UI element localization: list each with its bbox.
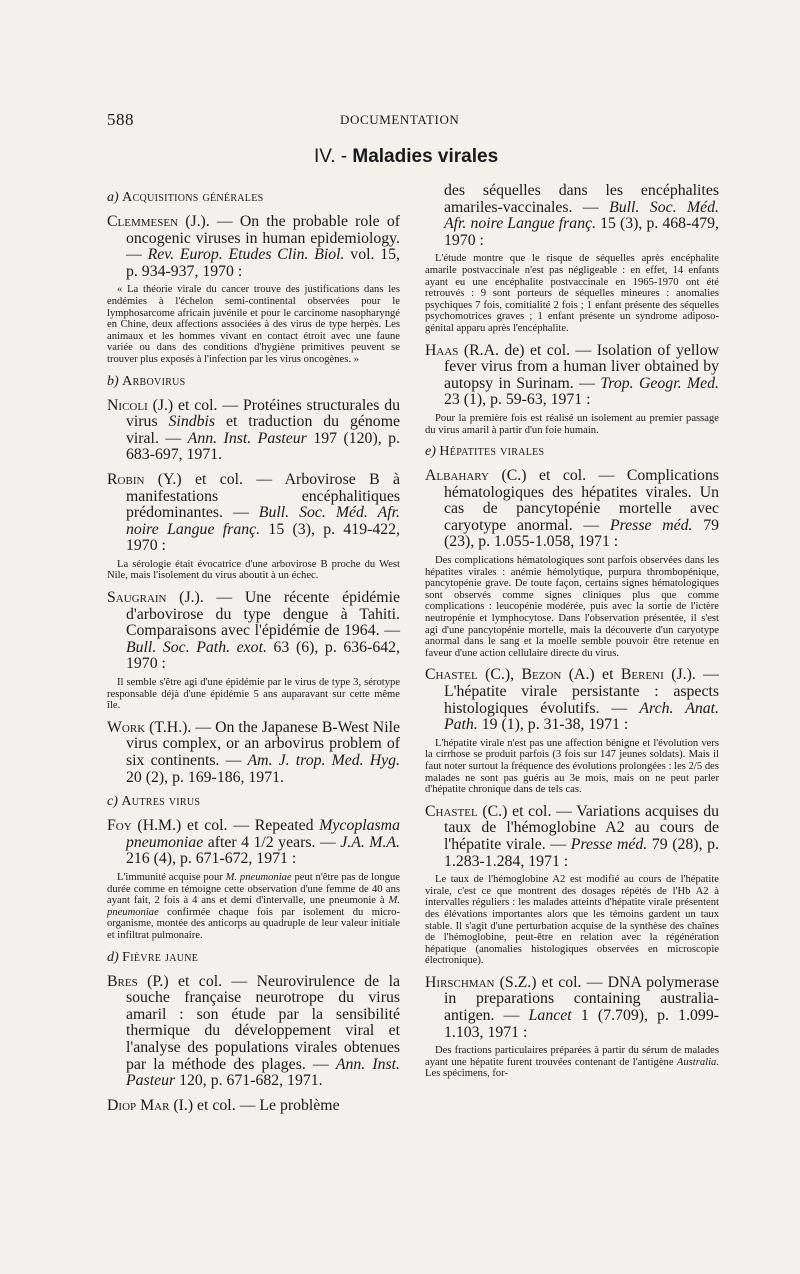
- subsection-heading-a: a) Acquisitions générales: [107, 190, 264, 205]
- bibliography-entry-albahary: [425, 468, 719, 659]
- section-title-bold: Maladies virales: [352, 146, 499, 167]
- bibliography-entry-bres: [107, 974, 400, 1090]
- reference: Chastel (C.), Bezon (A.) et Bereni (J.). — L'hépatite virale persistante : aspects histologiques évolutifs. — Arch. Anat. Path. 19 (1), p. 31-38, 1971 :: [425, 666, 719, 734]
- bibliography-entry-chastel-bezon-bereni: [425, 667, 719, 795]
- reference: Robin (Y.) et col. — Arbovirose B à manifestations encéphalitiques prédominantes. — Bull. Soc. Méd. Afr. noire Langue franç. 15 (3), p. 419-422, 1970 :: [107, 470, 400, 555]
- reference: Chastel (C.) et col. — Variations acquises du taux de l'hémoglobine A2 au cours de l'hépatite virale. — Presse méd. 79 (28), p. 1.283-1.284, 1971 :: [425, 802, 719, 870]
- bibliography-entry-diop-continued: [425, 183, 719, 335]
- abstract: La sérologie était évocatrice d'une arbovirose B proche du West Nile, mais l'isolement du virus aboutit à un échec.: [107, 558, 400, 582]
- abstract: Des complications hématologiques sont parfois observées dans les hépatites virales : anémie hémolytique, purpura thrombopénique, pancytopénie grave. De toute façon, certains signes hématologiques sont observés comme signes cliniques plus que comme complications : leucopénie modérée, puis avec la sortie de l'ictère neutropénie et lymphocytose. Dans l'observation présentée, il s'est agi d'une pancytopénie mortelle, mais la découverte d'un caryotype anormal dans le sang et la moelle semble pouvoir être retenue en faveur d'une action cellulaire directe du virus.: [425, 555, 719, 659]
- reference: Albahary (C.) et col. — Complications hématologiques des hépatites virales. Un cas de pancytopénie mortelle avec caryotype anormal. — Presse méd. 79 (23), p. 1.055-1.058, 1971 :: [425, 467, 720, 551]
- reference: Saugrain (J.). — Une récente épidémie d'arbovirose du type dengue à Tahiti. Comparaisons avec l'épidémie de 1964. — Bull. Soc. Path. exot. 63 (6), p. 636-642, 1970 :: [107, 589, 400, 673]
- bibliography-entry-saugrain: [107, 590, 400, 712]
- reference: Nicoli (J.) et col. — Protéines structurales du virus Sindbis et traduction du génome viral. — Ann. Inst. Pasteur 197 (120), p. 683-697, 1971.: [107, 396, 401, 464]
- abstract: Il semble s'être agi d'une épidémie par le virus de type 3, sérotype responsable déjà d'une épidémie 5 ans auparavant sur cette même île.: [107, 677, 400, 712]
- bibliography-entry-robin: [107, 472, 400, 582]
- subsection-heading-c: c) Autres virus: [107, 794, 201, 810]
- reference: Clemmesen (J.). — On the probable role of oncogenic viruses in human epidemiology. — Rev. Europ. Etudes Clin. Biol. vol. 15, p. 934-937, 1970 :: [107, 213, 400, 280]
- reference: Bres (P.) et col. — Neurovirulence de la souche française neurotrope du virus amaril : son étude par la sensibilité thermique du développement viral et l'analyse des populations virales obtenues par la méthode des plages. — Ann. Inst. Pasteur 120, p. 671-682, 1971.: [107, 972, 400, 1090]
- reference: des séquelles dans les encéphalites amariles-vaccinales. — Bull. Soc. Méd. Afr. noire Langue franç. 15 (3), p. 468-479, 1970 :: [444, 182, 719, 249]
- reference: Hirschman (S.Z.) et col. — DNA polymerase in preparations containing australia-antigen. — Lancet 1 (7.709), p. 1.099-1.103, 1971 :: [425, 973, 719, 1041]
- reference: Work (T.H.). — On the Japanese B-West Nile virus complex, or an arbovirus problem of six continents. — Am. J. trop. Med. Hyg. 20 (2), p. 169-186, 1971.: [107, 718, 400, 786]
- reference: Haas (R.A. de) et col. — Isolation of yellow fever virus from a human liver obtained by autopsy in Surinam. — Trop. Geogr. Med. 23 (1), p. 59-63, 1971 :: [425, 341, 719, 409]
- abstract: L'étude montre que le risque de séquelles après encéphalite amarile postvaccinale n'est pas négligeable : en effet, 14 enfants ayant eu une encéphalite postvaccinale en 1965-1970 ont été retrouvés : 9 sont porteurs de séquelles mineures : anomalies psychiques 7 fois, comitialité 2 fois ; 1 enfant présente des séquelles psychomotrices graves ; 1 enfant présente un syndrome adiposo-génital apparu après l'encéphalite.: [425, 253, 719, 334]
- bibliography-entry-foy: [107, 818, 400, 941]
- page-number: 588: [107, 110, 134, 129]
- abstract: L'immunité acquise pour M. pneumoniae peut n'être pas de longue durée comme en témoigne cette observation d'une femme de 40 ans ayant fait, 2 fois à 4 ans et demi d'intervalle, une pneumonie à M. pneumoniae confirmée chaque fois par isolement du micro-organisme, montée des anticorps au quadruple de leur valeur initiale et infiltrat pulmonaire.: [107, 871, 400, 941]
- bibliography-entry-clemmesen: [107, 214, 400, 366]
- section-title: [314, 146, 498, 168]
- abstract: Des fractions particulaires préparées à partir du sérum de malades ayant une hépatite furent trouvées contenant de l'antigène Australia. Les spécimens, for-: [425, 1045, 719, 1080]
- abstract: Le taux de l'hémoglobine A2 est modifié au cours de l'hépatite virale, c'est ce que montrent des dosages répétés de l'Hb A2 à intervalles réguliers : les malades atteints d'hépatite virale présentent des élévations importantes alors que les témoins gardent un taux stable. Il s'agit d'une perturbation acquise de la synthèse des chaînes de l'hémoglobine, peut-être en relation avec la régénération hépatique (anomalies histologiques observées en microscopie électronique).: [425, 874, 719, 967]
- bibliography-entry-haas: [425, 343, 719, 437]
- bibliography-entry-nicoli: [107, 398, 400, 464]
- bibliography-entry-chastel-hemoglobin: [425, 804, 719, 967]
- right-column: [425, 183, 719, 1088]
- left-column: [107, 190, 400, 1122]
- abstract: Pour la première fois est réalisé un isolement au premier passage du virus amaril à partir d'un foie humain.: [425, 412, 719, 436]
- bibliography-entry-work: [107, 720, 400, 786]
- bibliography-entry-hirschman: [425, 975, 719, 1080]
- reference: Diop Mar (I.) et col. — Le problème: [107, 1096, 340, 1114]
- running-head: DOCUMENTATION: [340, 112, 460, 127]
- section-title-prefix: IV. -: [314, 146, 353, 167]
- subsection-heading-b: b) Arbovirus: [107, 373, 186, 389]
- abstract: « La théorie virale du cancer trouve des justifications dans les endémies à l'échelon semi-continental observées pour le lymphosarcome africain juvénile et pour le carcinome nasopharyngé en Chine, deux affections associées à des virus de type herpès. Les animaux et les hommes vivant en contact étroit avec une faune variée ou dans des conditions d'hygiène primitives peuvent se trouver plus exposés à l'infection par les virus oncogènes. »: [107, 284, 400, 365]
- subsection-heading-d: d) Fièvre jaune: [107, 949, 199, 965]
- reference: Foy (H.M.) et col. — Repeated Mycoplasma pneumoniae after 4 1/2 years. — J.A. M.A. 216 (4), p. 671-672, 1971 :: [107, 817, 400, 868]
- subsection-heading-e: e) Hépatites virales: [425, 444, 545, 460]
- abstract: L'hépatite virale n'est pas une affection bénigne et l'évolution vers la cirrhose se produit parfois (3 fois sur 147 jeunes soldats). Mais il faut noter surtout la fréquence des évolutions prolongées : les 2/5 des malades ne sont pas guéris au 3e mois, mais on ne peut parler d'hépatite chronique dans de tels cas.: [425, 737, 719, 796]
- bibliography-entry-diop: [107, 1098, 400, 1115]
